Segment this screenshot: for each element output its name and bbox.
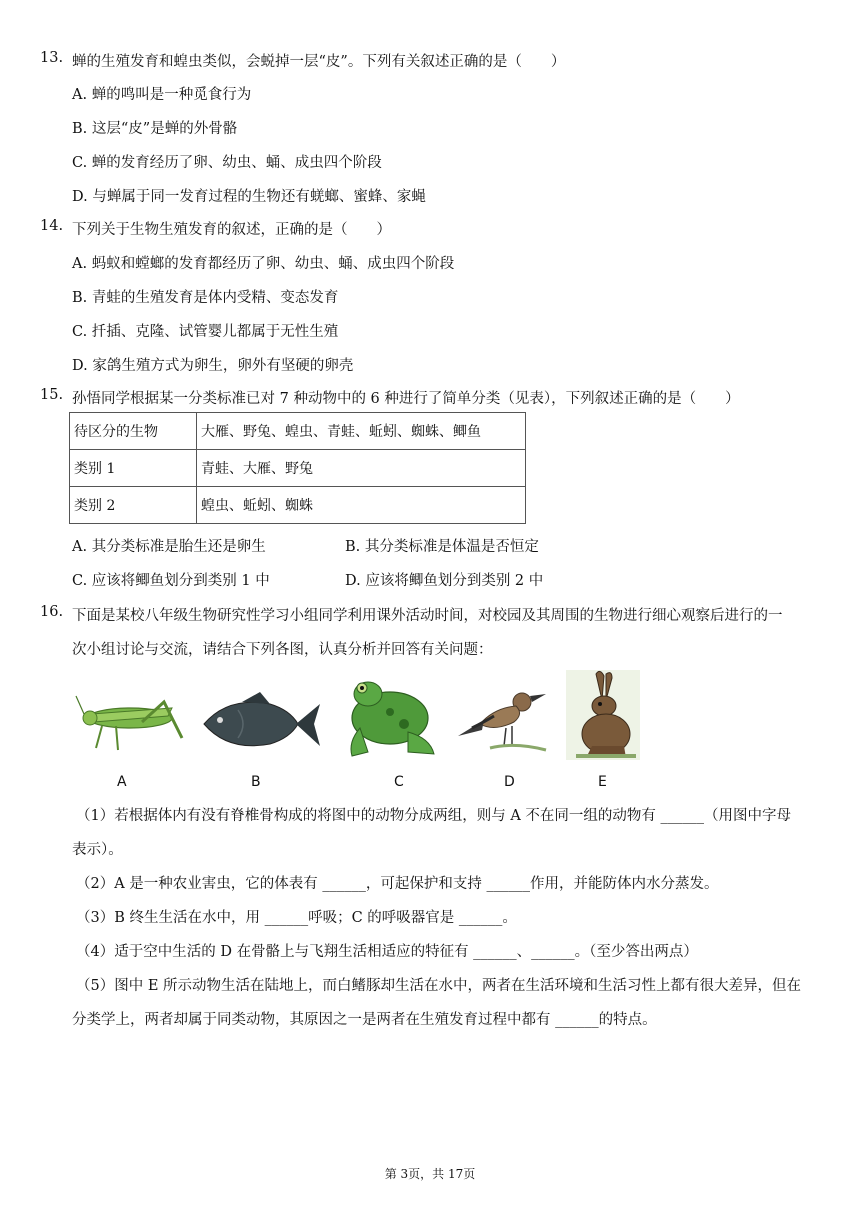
page-footer: 第 3页，共 17页 — [384, 1167, 476, 1181]
q15-option-b: B. 其分类标准是体温是否恒定 — [345, 539, 539, 555]
q15-option-a: A. 其分类标准是胎生还是卵生 — [72, 539, 266, 555]
q14-option-d: D. 家鸽生殖方式为卵生，卵外有坚硬的卵壳 — [72, 358, 354, 374]
q14-option-b: B. 青蛙的生殖发育是体内受精、变态发育 — [72, 290, 339, 306]
q15-stem: 孙悟同学根据某一分类标准已对 7 种动物中的 6 种进行了简单分类（见表），下列叙述正确的是（ ） — [72, 391, 740, 407]
table-cell: 类别 1 — [70, 450, 197, 487]
table-cell: 蝗虫、蚯蚓、蜘蛛 — [197, 487, 526, 524]
q16-sub1-line2: 表示）。 — [72, 842, 123, 858]
classification-table — [69, 412, 526, 524]
q16-sub1-line1: （1）若根据体内有没有脊椎骨构成的将图中的动物分成两组，则与 A 不在同一组的动物有 ______（用图中字母 — [76, 808, 792, 824]
q14-option-a: A. 蚂蚁和螳螂的发育都经历了卵、幼虫、蛹、成虫四个阶段 — [72, 256, 455, 272]
animal-label-c: C — [394, 774, 404, 790]
q15-option-c: C. 应该将鲫鱼划分到类别 1 中 — [72, 573, 270, 589]
table-row — [70, 413, 526, 450]
q16-sub5-line1: （5）图中 E 所示动物生活在陆地上，而白鳍豚却生活在水中，两者在生活环境和生活习性上都有很大差异，但在 — [76, 978, 802, 994]
q13-option-b: B. 这层“皮”是蝉的外骨骼 — [72, 121, 238, 137]
q13-option-a: A. 蝉的鸣叫是一种觅食行为 — [72, 87, 252, 103]
animal-label-a: A — [117, 774, 127, 790]
table-row — [70, 450, 526, 487]
q13-option-d: D. 与蝉属于同一发育过程的生物还有蜣螂、蜜蜂、家蝇 — [72, 189, 426, 205]
bird-icon — [454, 686, 554, 758]
q13-number: 13. — [40, 50, 64, 66]
q16-stem-line2: 次小组讨论与交流，请结合下列各图，认真分析并回答有关问题： — [72, 642, 493, 658]
q16-sub3: （3）B 终生生活在水中，用 ______呼吸；C 的呼吸器官是 ______。 — [76, 910, 517, 926]
q15-number: 15. — [40, 387, 64, 403]
q14-number: 14. — [40, 218, 64, 234]
q13-stem: 蝉的生殖发育和蝗虫类似，会蜕掉一层“皮”。下列有关叙述正确的是（ ） — [72, 54, 566, 70]
animal-label-b: B — [251, 774, 261, 790]
table-cell: 大雁、野兔、蝗虫、青蛙、蚯蚓、蜘蛛、鲫鱼 — [197, 413, 526, 450]
q16-stem-line1: 下面是某校八年级生物研究性学习小组同学利用课外活动时间，对校园及其周围的生物进行细心观察后进行的一 — [72, 608, 783, 624]
table-row — [70, 487, 526, 524]
fish-icon — [198, 690, 323, 758]
rabbit-icon — [566, 670, 640, 760]
grasshopper-icon — [72, 688, 187, 758]
frog-icon — [338, 672, 438, 762]
q14-option-c: C. 扦插、克隆、试管婴儿都属于无性生殖 — [72, 324, 339, 340]
q16-sub2: （2）A 是一种农业害虫，它的体表有 ______，可起保护和支持 ______作用，并能防体内水分蒸发。 — [76, 876, 719, 892]
q16-number: 16. — [40, 604, 64, 620]
table-cell: 类别 2 — [70, 487, 197, 524]
animal-label-e: E — [598, 774, 607, 790]
table-cell: 待区分的生物 — [70, 413, 197, 450]
table-cell: 青蛙、大雁、野兔 — [197, 450, 526, 487]
animal-label-d: D — [504, 774, 515, 790]
q13-option-c: C. 蝉的发育经历了卵、幼虫、蛹、成虫四个阶段 — [72, 155, 382, 171]
q15-option-d: D. 应该将鲫鱼划分到类别 2 中 — [345, 573, 544, 589]
q16-sub5-line2: 分类学上，两者却属于同类动物，其原因之一是两者在生殖发育过程中都有 ______的特点。 — [72, 1012, 657, 1028]
q14-stem: 下列关于生物生殖发育的叙述，正确的是（ ） — [72, 222, 391, 238]
q16-sub4: （4）适于空中生活的 D 在骨骼上与飞翔生活相适应的特征有 ______、______。（至少答出两点） — [76, 944, 698, 960]
